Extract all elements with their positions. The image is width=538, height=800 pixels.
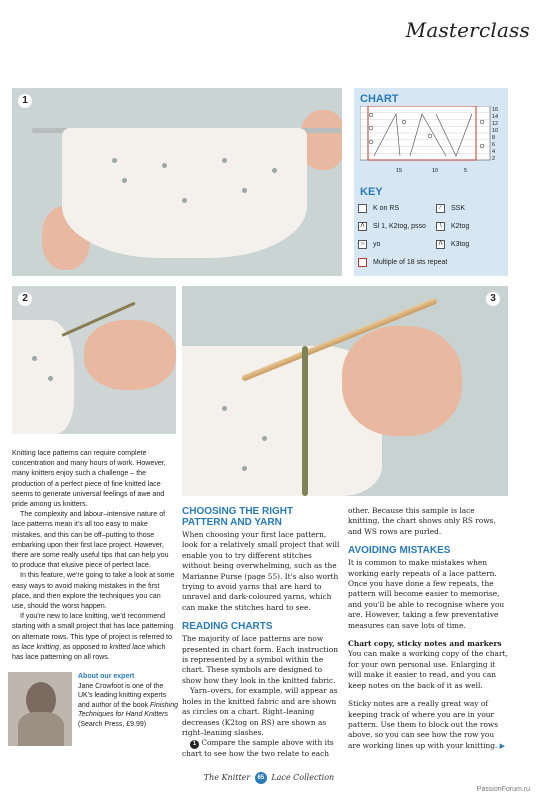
chart-row-label: 10 — [492, 128, 499, 134]
page-title: Masterclass — [405, 18, 530, 42]
intro-paragraph: Knitting lace patterns can require complete concentration and many hours of work. However, many knitters enjoy such a challenge – the production of a perfect piece of fine knitted lace seems to generate universal feelings of awe and pride among us knitters. — [12, 449, 166, 509]
key-label: Multiple of 18 sts repeat — [373, 259, 448, 266]
lace-hole — [112, 158, 117, 163]
expert-text: Jane Crowfoot is one of the UK's leading knitting experts and author of the book Finishing Techniques for Hand Knitters (Search Press, £9.99) — [78, 682, 179, 728]
lace-hole — [48, 376, 53, 381]
key-symbol: Λ — [358, 222, 367, 231]
body-paragraph: other. Because this sample is lace knitting, the chart shows only RS rows, and WS rows are purled. — [348, 506, 496, 536]
chart-row-label: 8 — [492, 135, 496, 141]
lace-fabric — [62, 128, 307, 258]
key-heading: KEY — [360, 186, 383, 198]
expert-box — [78, 672, 178, 730]
lace-hole — [162, 163, 167, 168]
key-item — [436, 204, 465, 213]
expert-heading: About our expert — [78, 673, 135, 680]
key-label: SSK — [451, 205, 466, 212]
section-heading: AVOIDING MISTAKES — [348, 545, 451, 557]
lace-hole — [182, 198, 187, 203]
key-item — [358, 222, 426, 231]
body-paragraph: 1 Compare the sample above with its chart to see how the two relate to each — [182, 738, 334, 759]
footer-issue-name: Lace Collection — [271, 773, 335, 782]
hand — [84, 320, 176, 390]
lace-fabric — [12, 320, 74, 434]
key-symbol — [358, 204, 367, 213]
watermark: PassionForum.ru — [476, 786, 530, 793]
key-symbol: Λ — [436, 240, 445, 249]
photo-needle-threading — [12, 286, 176, 434]
intro-paragraph: In this feature, we're going to take a look at some easy ways to avoid making mistakes in the first place, and then explore the techniques you can use, should the worst happen. — [12, 571, 175, 611]
body-paragraph: When choosing your first lace pattern, look for a relatively small project that will enable you to try different stitches without being overwhelming, such as the Marianne Purse (page 55). It's also worth trying to avoid yarns that are hard to unravel and dark-coloured yarns, which can make the stitches hard to see. — [182, 530, 340, 612]
chart-row-label: 16 — [492, 107, 499, 113]
lace-hole — [272, 168, 277, 173]
body-paragraph: You can make a working copy of the chart, for your own personal use. Enlarging it will make it easier to read, and you can keep notes on the back of it as well. — [348, 649, 508, 690]
key-item — [358, 240, 380, 249]
key-item — [436, 222, 469, 231]
footer-magazine-name: The Knitter — [203, 773, 251, 782]
body-paragraph: It is common to make mistakes when working early repeats of a lace pattern. Once you have done a few repeats, the pattern will become easier to memorise, and you'll be able to recognise where you are. However, taking a few preventative measures can save lots of time. — [348, 558, 505, 630]
chart-column-label: 5 — [464, 168, 468, 174]
chart-column-label: 15 — [396, 168, 403, 174]
continue-arrow-icon: ▶ — [499, 741, 506, 750]
key-label: Sl 1, K2tog, psso — [373, 223, 426, 230]
middle-column — [182, 506, 340, 760]
lace-hole — [32, 356, 37, 361]
section-heading: READING CHARTS — [182, 621, 273, 633]
page-footer — [0, 772, 538, 784]
subheading: Chart copy, sticky notes and markers — [348, 639, 502, 649]
chart-row-label: 2 — [492, 156, 496, 162]
chart-row-label: 4 — [492, 149, 496, 155]
intro-paragraph: The complexity and labour–intensive nature of lace patterns mean it's all too easy to make mistakes, and this can be off–putting to those embarking upon their first lace project. However, there are some really useful tips that can help you to produce that elusive piece of perfect lace. — [12, 510, 169, 570]
intro-column — [12, 448, 176, 662]
key-item — [436, 240, 469, 249]
photo-lace-sample — [12, 88, 342, 276]
hand — [342, 326, 462, 436]
key-symbol: ∖ — [436, 222, 445, 231]
body-paragraph: The majority of lace patterns are now presented in chart form. Each instruction is represented by a symbol within the chart. These symbols are designed to show how they look in the knitted fabric. — [182, 634, 338, 685]
lace-hole — [222, 406, 227, 411]
right-column — [348, 506, 508, 751]
body-paragraph: Sticky notes are a really great way of keeping track of where you are in your pattern. Use them to block out the rows above, so you can see how the row you are working lines up with your knitting. ▶ — [348, 699, 506, 750]
chart-column-label: 10 — [432, 168, 439, 174]
chart-row-label: 14 — [492, 114, 499, 120]
repeat-swatch — [358, 258, 367, 267]
key-label: yo — [373, 241, 381, 248]
key-symbol: ○ — [358, 240, 367, 249]
step-number-badge: 1 — [190, 740, 199, 749]
photo-number-badge: 1 — [18, 94, 32, 108]
page-number-badge: 65 — [255, 772, 267, 784]
lace-hole — [122, 178, 127, 183]
lifeline-thread — [302, 346, 308, 496]
body-paragraph: Yarn–overs, for example, will appear as holes in the knitted fabric and are shown as circles on a chart. Right–leaning decreases (K2tog on RS) are shown as right–leaning slashes. — [182, 686, 338, 737]
key-symbol: ∕ — [436, 204, 445, 213]
chart-row-label: 12 — [492, 121, 499, 127]
key-label: K2tog — [451, 223, 470, 230]
intro-paragraph: If you're new to lace knitting, we'd recommend starting with a small project that has lace patterning on alternate rows. This type of project is referred to as lace knitting, as opposed to knitted lace which has lace patterning on all rows. — [12, 612, 174, 662]
lace-chart-grid — [360, 106, 504, 180]
expert-photo — [8, 672, 72, 746]
chart-panel — [354, 88, 508, 276]
key-item — [358, 204, 399, 213]
section-heading: CHOOSING THE RIGHT PATTERN AND YARN — [182, 506, 294, 528]
key-label: K3tog — [451, 241, 470, 248]
key-item — [358, 258, 447, 267]
lace-hole — [242, 188, 247, 193]
lace-hole — [242, 466, 247, 471]
lace-hole — [222, 158, 227, 163]
chart-row-label: 6 — [492, 142, 496, 148]
chart-heading: CHART — [360, 93, 399, 105]
photo-number-badge: 3 — [486, 292, 500, 306]
lace-hole — [262, 436, 267, 441]
photo-number-badge: 2 — [18, 292, 32, 306]
photo-lifeline — [182, 286, 508, 496]
key-label: K on RS — [373, 205, 400, 212]
